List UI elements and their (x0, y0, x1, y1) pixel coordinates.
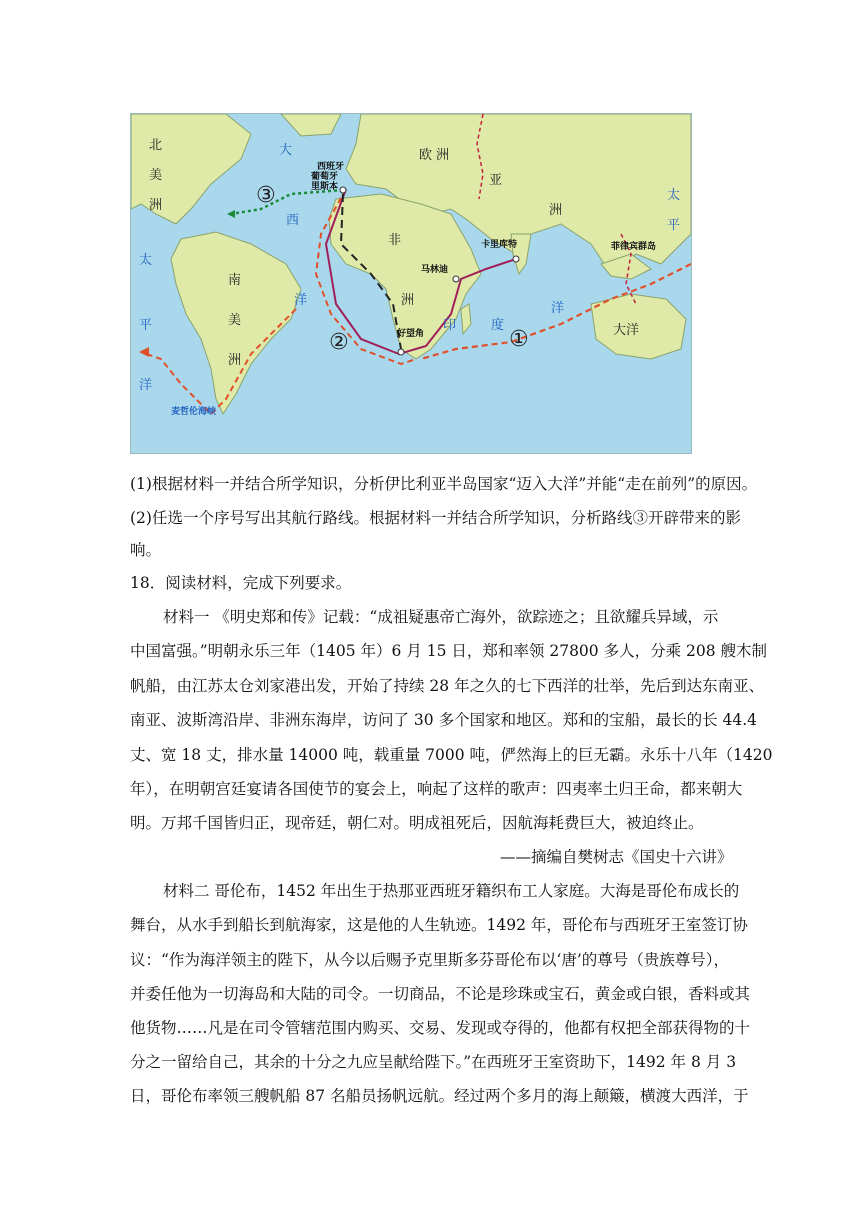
label-pacific-left-2: 平 (139, 318, 153, 333)
material2-line-6: 分之一留给自己，其余的十分之九应呈献给陛下。”在西班牙王室资助下，1492 年 8 月 3 (130, 1053, 737, 1071)
material2-line-3: 议：“作为海洋领主的陛下，从今以后赐予克里斯多芬哥伦布以‘唐’的尊号（贵族尊号）， (130, 951, 730, 969)
route-marker-3: ③ (256, 183, 276, 208)
material1-line-2: 中国富强。”明朝永乐三年（1405 年）6 月 15 日，郑和率领 27800 多人，分乘 208 艘木制 (130, 642, 768, 660)
route-3-path (231, 190, 343, 214)
label-cape: 好望角 (397, 329, 425, 339)
label-north-america-3: 洲 (149, 198, 163, 213)
cape-dot (398, 349, 404, 355)
label-asia-2: 洲 (549, 203, 563, 218)
label-south-america-1: 南 (228, 273, 242, 288)
label-atlantic-2: 西 (286, 213, 300, 228)
label-oceania: 大洋 (613, 323, 640, 338)
label-europe-2: 洲 (436, 148, 450, 163)
label-indian-2: 度 (491, 318, 505, 333)
label-atlantic-1: 大 (279, 143, 293, 158)
material2-line-1: 材料二 哥伦布，1452 年出生于热那亚西班牙籍织布工人家庭。大海是哥伦布成长的 (163, 882, 740, 900)
label-africa-1: 非 (388, 233, 402, 248)
material1-line-3: 帆船，由江苏太仓刘家港出发，开始了持续 28 年之久的七下西洋的壮举，先后到达东南亚、 (130, 677, 765, 695)
material2-line-2: 舞台，从水手到船长到航海家，这是他的人生轨迹。1492 年，哥伦布与西班牙王室签订协 (130, 916, 748, 934)
label-africa-2: 洲 (401, 293, 415, 308)
label-pacific-left-3: 洋 (139, 378, 153, 393)
label-pacific-right-1: 太 (667, 188, 681, 203)
label-europe-1: 欧 (419, 148, 433, 163)
question-18-heading: 18．阅读材料，完成下列要求。 (130, 574, 352, 592)
label-indian-3: 洋 (551, 301, 565, 316)
route-marker-1: ① (509, 327, 529, 352)
malindi-dot (453, 276, 459, 282)
question-2-cont: 响。 (130, 541, 162, 559)
label-indian-1: 印 (443, 318, 457, 333)
label-magellan: 麦哲伦海峡 (171, 407, 217, 417)
material2-line-5: 他货物……凡是在司令管辖范围内购买、交易、发现或夺得的，他都有权把全部获得物的十 (130, 1019, 751, 1037)
question-2: (2)任选一个序号写出其航行路线。根据材料一并结合所学知识，分析路线③开辟带来的影 (130, 509, 741, 527)
material1-line-4: 南亚、波斯湾沿岸、非洲东海岸，访问了 30 多个国家和地区。郑和的宝船，最长的长 44.4 (130, 711, 758, 729)
material2-line-7: 日，哥伦布率领三艘帆船 87 名船员扬帆远航。经过两个多月的海上颠簸，横渡大西洋，于 (130, 1087, 749, 1105)
label-pacific-left-1: 太 (139, 253, 153, 268)
label-spain: 西班牙 (317, 162, 345, 172)
question-1: (1)根据材料一并结合所学知识，分析伊比利亚半岛国家“迈入大洋”并能“走在前列”的原因。 (130, 475, 758, 493)
route-3-arrow (227, 210, 235, 218)
calicut-dot (513, 256, 519, 262)
label-north-america-2: 美 (149, 168, 163, 183)
label-south-america-3: 洲 (228, 353, 242, 368)
material1-line-7: 明。万邦千国皆归正，现帝廷，朝仁对。明成祖死后，因航海耗费巨大，被迫终止。 (130, 814, 704, 832)
label-portugal: 葡萄牙 (311, 172, 339, 182)
label-lisbon: 里斯本 (311, 182, 339, 192)
label-malindi: 马林迪 (421, 265, 449, 275)
map-svg (131, 114, 691, 453)
magellan-arrow (139, 347, 149, 357)
label-philippines: 菲律宾群岛 (611, 242, 657, 252)
madagascar-shape (461, 304, 471, 334)
label-north-america-1: 北 (149, 138, 163, 153)
voyage-map (130, 113, 692, 454)
label-south-america-2: 美 (228, 313, 242, 328)
material2-line-4: 并委任他为一切海岛和大陆的司令。一切商品，不论是珍珠或宝石，黄金或白银，香料或其 (130, 985, 751, 1003)
label-pacific-right-2: 平 (667, 218, 681, 233)
material1-line-6: 年），在明朝宫廷宴请各国使节的宴会上，响起了这样的歌声：四夷率土归王命，都来朝大 (130, 780, 743, 798)
material1-line-5: 丈、宽 18 丈，排水量 14000 吨，载重量 7000 吨，俨然海上的巨无霸。永乐十八年（1420 (130, 746, 773, 764)
route-marker-2: ② (329, 330, 349, 355)
label-asia-1: 亚 (489, 173, 503, 188)
greenland-shape (281, 114, 341, 136)
material1-source: ——摘编自樊树志《国史十六讲》 (500, 848, 733, 866)
label-calicut: 卡里库特 (481, 240, 518, 250)
material1-line-1: 材料一 《明史郑和传》记载：“成祖疑惠帝亡海外，欲踪迹之；且欲耀兵异域，示 (163, 608, 719, 626)
lisbon-dot (340, 187, 346, 193)
label-atlantic-3: 洋 (294, 293, 308, 308)
